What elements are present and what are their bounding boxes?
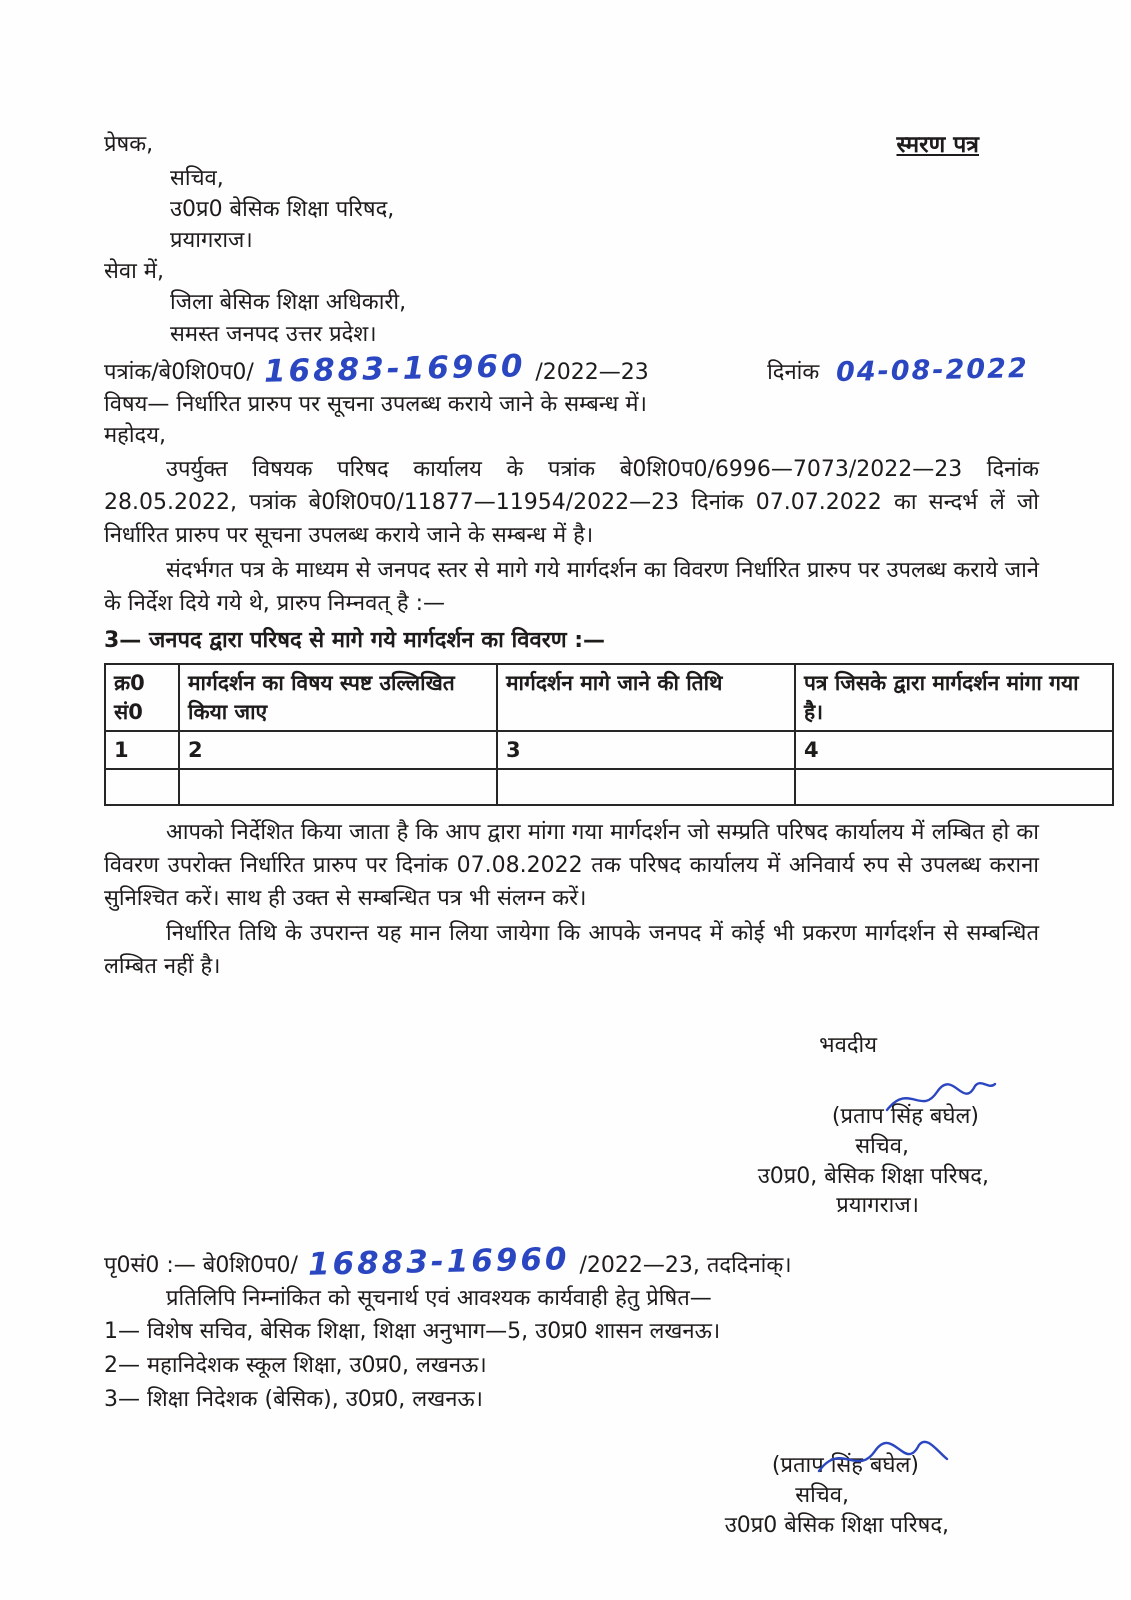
paragraph-4-text: निर्धारित तिथि के उपरान्त यह मान लिया जायेगा कि आपके जनपद में कोई भी प्रकरण मार्गदर्शन से सम्बन्धित लम्बित नहीं है। [104,921,1039,980]
closing-word: भवदीय [819,1033,877,1059]
table-empty-cell-2 [179,769,497,805]
recipient-line-1: जिला बेसिक शिक्षा अधिकारी, [170,290,407,316]
copy-item-3: 3— शिक्षा निदेशक (बेसिक), उ0प्र0, लखनऊ। [104,1387,484,1413]
recipient-label: सेवा में, [104,259,164,285]
table-header-date: मार्गदर्शन मागे जाने की तिथि [497,664,795,731]
signatory-name-2 [772,1451,1039,1481]
paragraph-4 [104,917,1039,983]
table-empty-cell-1 [105,769,179,805]
ref-suffix: /2022—23 [535,359,649,385]
reference-line [104,348,1039,390]
endorsement-suffix: /2022—23, तददिनांक्। [579,1253,792,1279]
signatory-org-1: उ0प्र0, बेसिक शिक्षा परिषद, [757,1163,989,1189]
endorsement-number-handwritten: 16883-16960 [307,1241,570,1283]
table-num-2: 2 [179,731,497,769]
recipient-line-2: समस्त जनपद उत्तर प्रदेश। [170,321,377,347]
table-empty-cell-3 [497,769,795,805]
table-header-serial: क्र0 सं0 [105,664,179,731]
table-heading: 3— जनपद द्वारा परिषद से मागे गये मार्गदर्शन का विवरण :— [104,628,606,654]
table-header-row [105,664,1113,731]
signatory-name-2-text: (प्रताप सिंह बघेल) [771,1453,919,1479]
endorsement-prefix: पृ0सं0 :— बे0शि0प0/ [104,1253,298,1279]
sender-line-1: सचिव, [170,165,224,191]
paragraph-3 [104,816,1039,915]
memo-title: स्मरण पत्र [896,132,979,158]
endorsement-line [104,1241,1039,1283]
signature-block-1 [104,1102,1039,1221]
paragraph-2 [104,554,1039,620]
table-empty-row [105,769,1113,805]
paragraph-3-text: आपको निर्देशित किया जाता है कि आप द्वारा मांगा गया मार्गदर्शन जो सम्प्रति परिषद कार्यालय में लम्बित हो का विवरण उपरोक्त निर्धारित प्रारुप पर दिनांक 07.08.2022 तक परिषद कार्यालय में अनिवार्य रुप से उपलब्ध कराना सुनिश्चित करें। साथ ही उक्त से सम्बन्धित पत्र भी संलग्न करें। [104,820,1039,912]
signatory-name-1-text: (प्रताप सिंह बघेल) [831,1104,979,1130]
table-header-subject: मार्गदर्शन का विषय स्पष्ट उल्लिखित किया जाए [179,664,497,731]
table-number-row [105,731,1113,769]
ref-prefix: पत्रांक/बे0शि0प0/ [104,359,254,385]
paragraph-1-text: उपर्युक्त विषयक परिषद कार्यालय के पत्रांक बे0शि0प0/6996—7073/2022—23 दिनांक 28.05.2022, पत्रांक बे0शि0प0/11877—11954/2022—23 दिनांक 07.07.2022 का सन्दर्भ लें जो निर्धारित प्रारुप पर सूचना उपलब्ध कराये जाने के सम्बन्ध में है। [104,457,1039,549]
salutation: महोदय, [104,423,166,449]
signature-block-2 [104,1451,1039,1540]
sender-line-2: उ0प्र0 बेसिक शिक्षा परिषद, [170,196,395,222]
copy-forward-line: प्रतिलिपि निम्नांकित को सूचनार्थ एवं आवश्यक कार्यवाही हेतु प्रेषित— [166,1286,712,1312]
copy-item-1: 1— विशेष सचिव, बेसिक शिक्षा, शिक्षा अनुभाग—5, उ0प्र0 शासन लखनऊ। [104,1319,721,1345]
sender-label: प्रेषक, [104,132,154,157]
table-num-4: 4 [795,731,1113,769]
table-empty-cell-4 [795,769,1113,805]
copy-item-2: 2— महानिदेशक स्कूल शिक्षा, उ0प्र0, लखनऊ। [104,1353,487,1379]
signatory-place-1: प्रयागराज। [836,1193,919,1219]
signatory-org-2: उ0प्र0 बेसिक शिक्षा परिषद, [724,1512,949,1538]
paragraph-1 [104,453,1039,552]
ref-number-handwritten: 16883-16960 [263,348,526,390]
date-handwritten: 04-08-2022 [835,352,1030,388]
paragraph-2-text: संदर्भगत पत्र के माध्यम से जनपद स्तर से मागे गये मार्गदर्शन का विवरण निर्धारित प्रारुप पर उपलब्ध कराये जाने के निर्देश दिये गये थे, प्रारुप निम्नवत् है :— [104,558,1039,617]
date-label: दिनांक [767,359,820,385]
table-num-3: 3 [497,731,795,769]
signatory-title-1: सचिव, [855,1134,909,1160]
signatory-title-2: सचिव, [795,1483,849,1509]
table-header-letter: पत्र जिसके द्वारा मार्गदर्शन मांगा गया है। [795,664,1113,731]
guidance-table [104,663,1114,806]
signatory-name-1 [832,1102,1039,1132]
table-num-1: 1 [105,731,179,769]
header-row [104,128,1039,163]
subject-line: विषय— निर्धारित प्रारुप पर सूचना उपलब्ध कराये जाने के सम्बन्ध में। [104,391,647,417]
date-wrap [767,352,1039,389]
sender-line-3: प्रयागराज। [170,227,253,253]
